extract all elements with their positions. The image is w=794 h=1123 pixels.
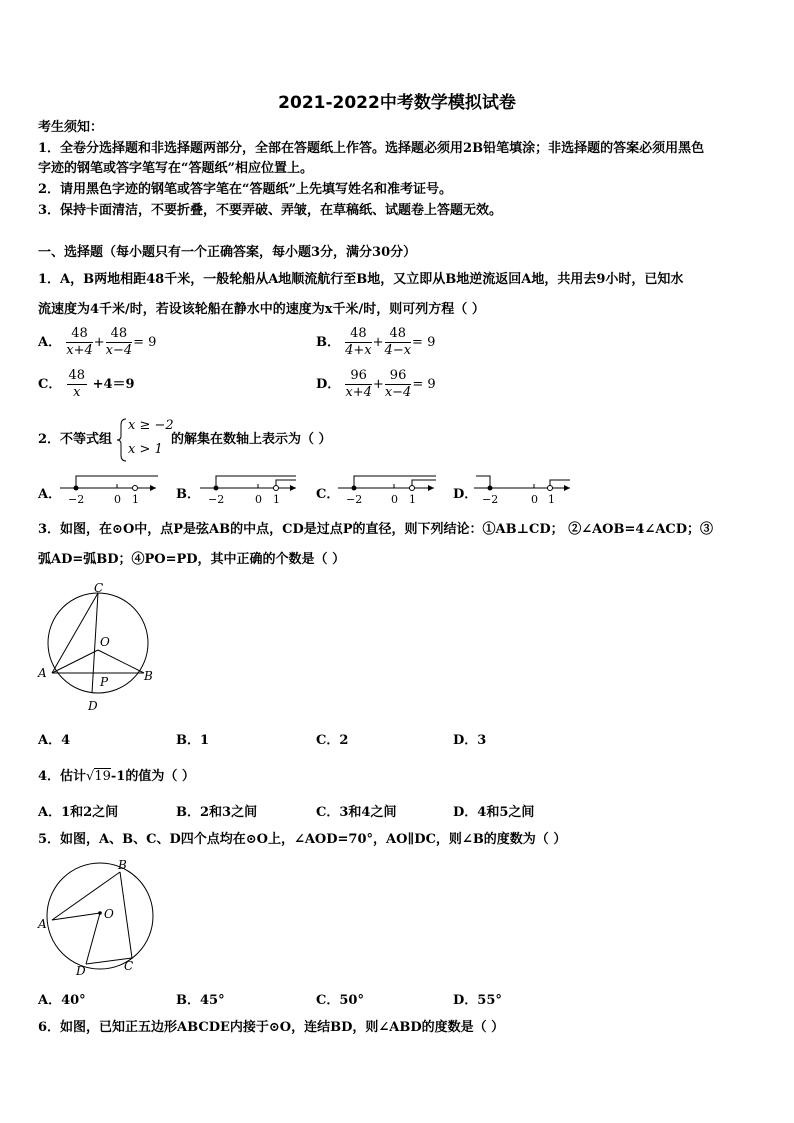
q5-stem: 5．如图，A、B、C、D四个点均在⊙O上，∠AOD=70°，AO∥DC，则∠B的度数为（ ） (38, 832, 567, 847)
q4-option-a: A．1和2之间 (38, 805, 119, 820)
section-heading: 一、选择题（每小题只有一个正确答案，每小题3分，满分30分） (38, 245, 417, 260)
fraction (66, 326, 93, 359)
point-label: A (38, 666, 47, 680)
fraction (385, 326, 412, 359)
q1-option-b (316, 326, 435, 359)
tick-label: −2 (68, 493, 85, 506)
tick-label: 0 (531, 493, 538, 506)
point-label: D (76, 964, 86, 978)
operator: + (372, 335, 384, 350)
q2-stem-post: 的解集在数轴上表示为（ ） (171, 432, 332, 447)
q5-option-d: D．55° (453, 993, 502, 1008)
tick-label: 1 (548, 493, 555, 506)
option-label: A． (38, 335, 62, 350)
q2-option-b-number-line (198, 470, 302, 506)
point-label: P (100, 675, 109, 689)
q3-option-c: C．2 (316, 733, 349, 748)
q2-inequality-1: x ≥ −2 (128, 418, 174, 433)
fraction (345, 326, 372, 359)
q4-stem (38, 765, 195, 784)
fraction (106, 326, 133, 359)
q3-option-a: A．4 (38, 733, 71, 748)
q1-option-d (316, 368, 436, 401)
option-label: B． (316, 335, 340, 350)
option-label: D． (316, 377, 341, 392)
q1-option-c (38, 368, 135, 401)
q4-option-c: C．3和4之间 (316, 805, 397, 820)
q2-option-b-label: B． (176, 487, 200, 502)
tick-label: 1 (409, 493, 416, 506)
q2-option-d-number-line (472, 470, 576, 506)
q5-circle-figure (34, 856, 158, 980)
point-label: O (100, 635, 110, 649)
point-label: C (94, 581, 104, 595)
q3-option-d: D．3 (453, 733, 487, 748)
system-brace (116, 417, 128, 463)
rhs: +4＝9 (88, 377, 135, 392)
denominator: 4+x (345, 343, 372, 358)
q3-circle-figure (34, 580, 164, 716)
numerator: 48 (345, 326, 372, 343)
tick-label: 0 (114, 493, 121, 506)
rhs: = 9 (412, 377, 436, 392)
numerator: 96 (385, 368, 412, 385)
tick-label: 1 (132, 493, 139, 506)
denominator: x (73, 385, 81, 400)
notice-item-1: 1．全卷分选择题和非选择题两部分，全部在答题纸上作答。选择题必须用2B铅笔填涂；非选择题的答案必须用黑色 (38, 141, 705, 156)
point-label: D (88, 699, 98, 713)
page-title: 2021-2022中考数学模拟试卷 (278, 93, 516, 113)
denominator: x−4 (384, 385, 412, 400)
numerator: 48 (106, 326, 133, 343)
tick-label: −2 (482, 493, 499, 506)
denominator: x+4 (66, 343, 93, 358)
notice-heading: 考生须知： (38, 120, 104, 135)
q2-option-a-label: A． (38, 487, 62, 502)
numerator: 48 (385, 326, 412, 343)
point-label: A (38, 917, 47, 931)
numerator: 48 (68, 368, 86, 383)
q2-option-a-number-line (58, 470, 162, 506)
q1-option-a (38, 326, 156, 359)
q1-stem-line1: 1．A，B两地相距48千米，一般轮船从A地顺流航行至B地，又立即从B地逆流返回A地，共用去9小时，已知水 (38, 272, 684, 287)
q5-option-b: B．45° (176, 993, 225, 1008)
point-label: B (118, 858, 127, 872)
fraction (385, 368, 412, 401)
q1-stem-line2: 流速度为4千米/时，若设该轮船在静水中的速度为x千米/时，则可列方程（ ） (38, 302, 485, 317)
fraction (345, 368, 372, 401)
denominator: 4−x (384, 343, 412, 358)
q6-stem: 6．如图，已知正五边形ABCDE内接于⊙O，连结BD，则∠ABD的度数是（ ） (38, 1020, 505, 1035)
denominator: x−4 (105, 343, 133, 358)
fraction (67, 368, 88, 401)
q2-stem-pre: 2．不等式组 (38, 432, 113, 447)
operator: + (93, 335, 105, 350)
option-label: C． (38, 377, 62, 392)
notice-item-1-cont: 字迹的钢笔或答字笔写在“答题纸”相应位置上。 (38, 161, 313, 176)
operator: + (372, 377, 384, 392)
denominator: x+4 (345, 385, 372, 400)
q4-stem-post: -1的值为（ ） (110, 769, 195, 784)
q2-option-d-label: D． (453, 487, 478, 502)
sqrt-symbol: √19 (86, 769, 111, 784)
notice-item-3: 3．保持卡面清洁，不要折叠，不要弄破、弄皱，在草稿纸、试题卷上答题无效。 (38, 203, 503, 218)
tick-label: 0 (255, 493, 262, 506)
numerator: 96 (345, 368, 372, 385)
q3-stem-line1: 3．如图，在⊙O中，点P是弦AB的中点，CD是过点P的直径，则下列结论：①AB⊥CD； ②∠AOB=4∠ACD；③ (38, 522, 714, 537)
tick-label: 1 (273, 493, 280, 506)
q4-option-b: B．2和3之间 (176, 805, 258, 820)
tick-label: −2 (346, 493, 363, 506)
q4-option-d: D．4和5之间 (453, 805, 535, 820)
rhs: = 9 (412, 335, 436, 350)
notice-item-2: 2．请用黑色字迹的钢笔或答字笔在“答题纸”上先填写姓名和准考证号。 (38, 182, 453, 197)
point-label: C (124, 959, 134, 973)
tick-label: 0 (391, 493, 398, 506)
radicand: 19 (94, 769, 111, 784)
rhs: = 9 (133, 335, 157, 350)
tick-label: −2 (208, 493, 225, 506)
q3-stem-line2: 弧AD=弧BD；④PO=PD，其中正确的个数是（ ） (38, 552, 346, 567)
point-label: O (104, 907, 114, 921)
q2-inequality-2: x > 1 (128, 442, 163, 457)
q5-option-a: A．40° (38, 993, 86, 1008)
q4-stem-pre: 4．估计 (38, 769, 87, 784)
q5-option-c: C．50° (316, 993, 364, 1008)
numerator: 48 (66, 326, 93, 343)
point-label: B (144, 669, 153, 683)
q2-option-c-number-line (336, 470, 440, 506)
q3-option-b: B．1 (176, 733, 210, 748)
q2-option-c-label: C． (316, 487, 340, 502)
